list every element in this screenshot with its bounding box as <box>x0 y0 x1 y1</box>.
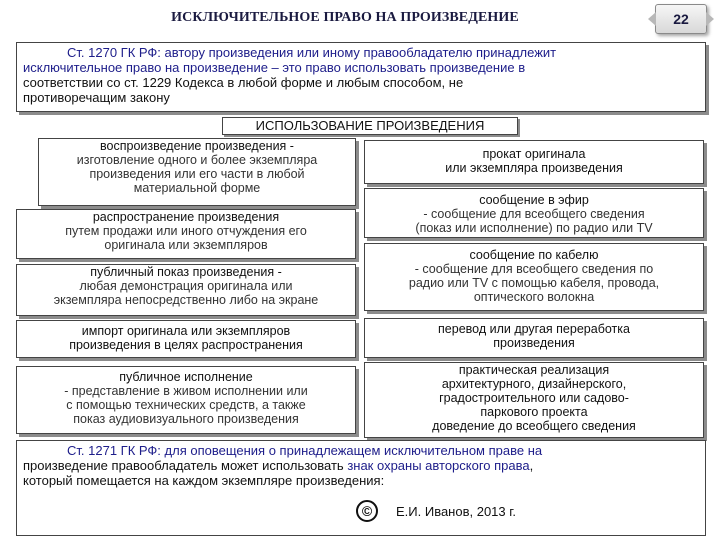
definition-line-2: исключительное право на произведение – это право использовать произведение в <box>23 60 526 75</box>
item-head: импорт оригинала или экземпляров <box>81 324 291 338</box>
item-sub: - сообщение для всеобщего сведения по <box>414 262 654 276</box>
item-head: перевод или другая переработка <box>438 322 630 336</box>
item-sub: градостроительного или садово- <box>439 391 629 405</box>
notice-line-3: который помещается на каждом экземпляре произведения: <box>23 473 385 488</box>
item-head: публичное исполнение <box>119 370 253 384</box>
item-sub: паркового проекта <box>480 405 588 419</box>
usage-item-broadcast <box>364 188 704 238</box>
usage-item-public-performance <box>16 366 356 434</box>
article-1271: Ст. 1271 ГК РФ: <box>67 443 161 458</box>
item-sub: изготовление одного и более экземпляра <box>76 153 318 167</box>
definition-line-1 <box>23 45 699 60</box>
item-head: распространение произведения <box>92 210 280 224</box>
item-sub: материальной форме <box>133 181 261 195</box>
item-sub: оптического волокна <box>473 290 595 304</box>
item-sub: произведения <box>493 336 575 350</box>
notice-line-2 <box>23 458 699 473</box>
item-head: воспроизведение произведения - <box>100 139 294 153</box>
item-head: публичный показ произведения - <box>90 265 282 279</box>
definition-line-3: соответствии со ст. 1229 Кодекса в любой форме и любым способом, не <box>23 75 464 90</box>
item-sub: архитектурного, дизайнерского, <box>441 377 627 391</box>
usage-item-rental <box>364 140 704 184</box>
usage-item-translation <box>364 318 704 358</box>
item-sub: произведения или его части в любой <box>89 167 305 181</box>
item-sub: путем продажи или иного отчуждения его <box>65 224 307 238</box>
copyright-author: Е.И. Иванов, 2013 г. <box>396 503 517 519</box>
copyright-mark-phrase: знак охраны авторского права <box>347 458 530 473</box>
item-sub: или экземпляра произведения <box>445 161 623 175</box>
item-sub: - сообщение для всеобщего сведения <box>423 207 645 221</box>
item-sub: оригинала или экземпляров <box>104 238 268 252</box>
usage-item-implementation <box>364 362 704 438</box>
usage-item-public-display <box>16 264 356 316</box>
item-sub: доведение до всеобщего сведения <box>432 419 636 433</box>
copyright-example <box>356 500 516 522</box>
usage-item-reproduction <box>38 138 356 206</box>
definition-text-1: автору произведения или иному правообладателю принадлежит <box>160 45 557 60</box>
item-head: сообщение в эфир <box>479 193 589 207</box>
item-sub: экземпляра непосредственно либо на экране <box>53 293 319 307</box>
page-number-badge: 22 <box>655 4 707 34</box>
definition-box <box>16 42 706 112</box>
item-head: сообщение по кабелю <box>469 248 599 262</box>
notice-text-1: для оповещения о принадлежащем исключительном праве на <box>160 443 543 458</box>
item-sub: показ аудиовизуального произведения <box>73 412 299 426</box>
item-head: практическая реализация <box>458 363 610 377</box>
usage-item-cable <box>364 243 704 311</box>
usage-heading: ИСПОЛЬЗОВАНИЕ ПРОИЗВЕДЕНИЯ <box>222 117 518 135</box>
page-title: ИСКЛЮЧИТЕЛЬНОЕ ПРАВО НА ПРОИЗВЕДЕНИЕ <box>171 10 519 25</box>
item-head: прокат оригинала <box>482 147 586 161</box>
item-sub: радио или TV с помощью кабеля, провода, <box>408 276 660 290</box>
article-1270: Ст. 1270 ГК РФ: <box>67 45 161 60</box>
item-sub: с помощью технических средств, а также <box>66 398 306 412</box>
item-sub: - представление в живом исполнении или <box>64 384 308 398</box>
notice-text-2a: произведение правообладатель может использовать <box>23 458 348 473</box>
notice-line-1 <box>23 443 699 458</box>
usage-item-import <box>16 320 356 358</box>
copyright-icon: © <box>356 500 378 522</box>
notice-text-2c: , <box>529 458 534 473</box>
item-sub: любая демонстрация оригинала или <box>79 279 293 293</box>
item-sub: (показ или исполнение) по радио или TV <box>415 221 653 235</box>
usage-item-distribution <box>16 209 356 259</box>
item-sub: произведения в целях распространения <box>69 338 303 352</box>
definition-line-4: противоречащим закону <box>23 90 170 105</box>
